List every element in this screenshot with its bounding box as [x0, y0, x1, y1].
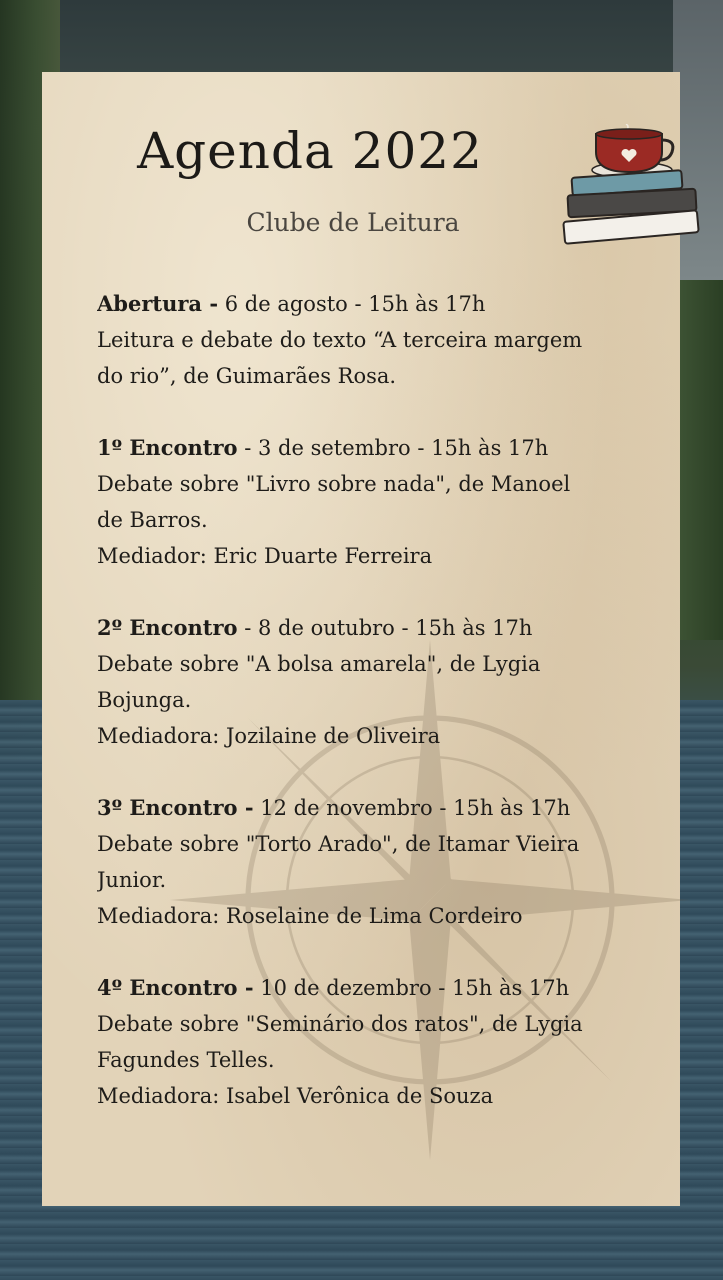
event-heading [97, 970, 627, 1006]
event-heading [97, 610, 627, 646]
event-mediator: Mediador: Eric Duarte Ferreira [97, 544, 433, 568]
page-subtitle: Clube de Leitura [246, 208, 460, 237]
event-item-abertura [97, 286, 627, 394]
event-heading [97, 430, 627, 466]
event-name: Abertura - [97, 291, 219, 316]
event-date: - 8 de outubro - 15h às 17h [244, 616, 533, 640]
event-description-line: Bojunga. [97, 688, 192, 712]
event-name: 1º Encontro [97, 435, 238, 460]
event-heading [97, 286, 627, 322]
event-mediator: Mediadora: Jozilaine de Oliveira [97, 724, 441, 748]
event-heading [97, 790, 627, 826]
event-name: 3º Encontro - [97, 795, 254, 820]
page-title: Agenda 2022 [137, 122, 483, 180]
event-mediator: Mediadora: Isabel Verônica de Souza [97, 1084, 494, 1108]
event-name: 4º Encontro - [97, 975, 254, 1000]
event-description-line: Debate sobre "Livro sobre nada", de Manoel [97, 472, 571, 496]
event-description-line: do rio”, de Guimarães Rosa. [97, 364, 397, 388]
event-item-encontro-2 [97, 610, 627, 754]
event-description-line: Debate sobre "Seminário dos ratos", de Lygia [97, 1012, 583, 1036]
background-trees-right [673, 280, 723, 640]
event-item-encontro-1 [97, 430, 627, 574]
event-date: 12 de novembro - 15h às 17h [260, 796, 571, 820]
event-mediator: Mediadora: Roselaine de Lima Cordeiro [97, 904, 523, 928]
event-description-line: Debate sobre "Torto Arado", de Itamar Vieira [97, 832, 580, 856]
event-item-encontro-3 [97, 790, 627, 934]
event-description-line: Fagundes Telles. [97, 1048, 275, 1072]
event-description-line: Leitura e debate do texto “A terceira margem [97, 328, 583, 352]
event-date: 6 de agosto - 15h às 17h [224, 292, 486, 316]
event-item-encontro-4 [97, 970, 627, 1114]
event-description-line: Junior. [97, 868, 167, 892]
event-name: 2º Encontro [97, 615, 238, 640]
event-date: 10 de dezembro - 15h às 17h [260, 976, 570, 1000]
event-list [97, 286, 627, 1150]
event-description-line: Debate sobre "A bolsa amarela", de Lygia [97, 652, 541, 676]
event-description-line: de Barros. [97, 508, 208, 532]
event-date: - 3 de setembro - 15h às 17h [244, 436, 549, 460]
